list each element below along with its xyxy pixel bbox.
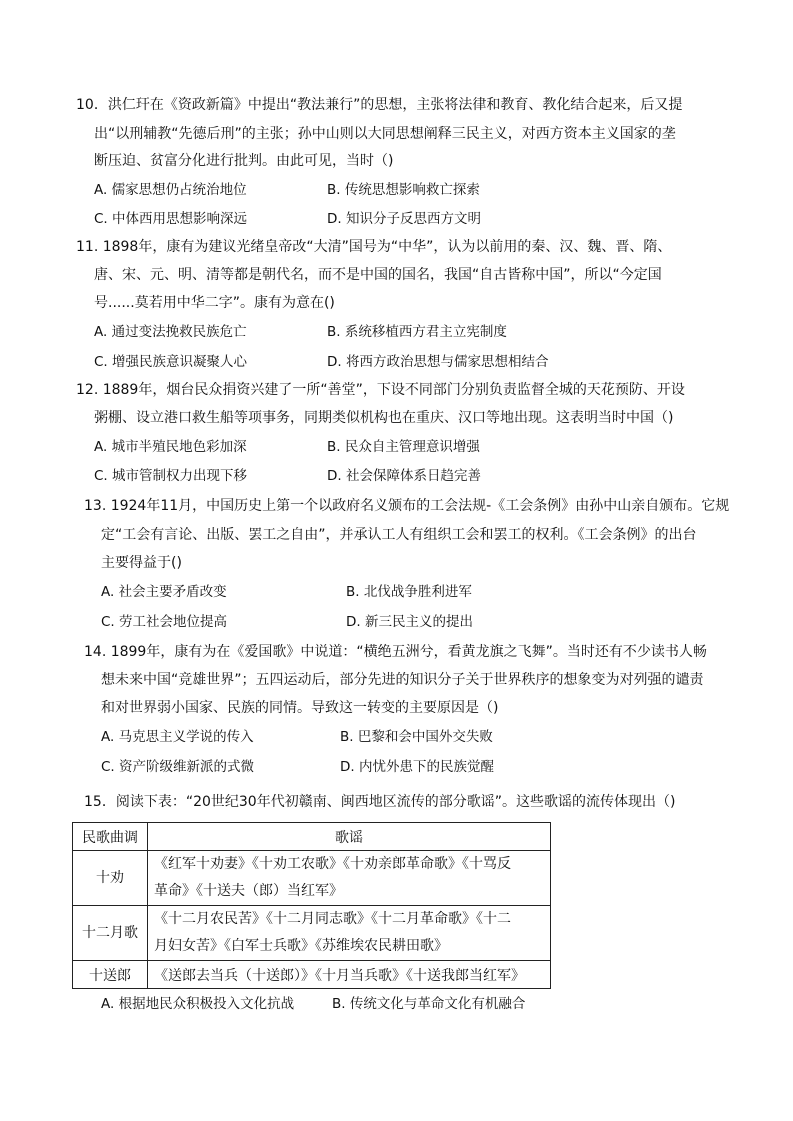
table-header-row bbox=[73, 823, 551, 851]
songs-line: 《送郎去当兵（十送郎）》《十月当兵歌》《十送我郎当红军》 bbox=[154, 967, 525, 984]
q13-option-d: D. 新三民主义的提出 bbox=[346, 614, 473, 630]
table-header-tune: 民歌曲调 bbox=[73, 823, 148, 851]
q10-line-3: 断压迫、贫富分化进行批判。由此可见，当时（) bbox=[94, 153, 394, 169]
table-header-songs: 歌谣 bbox=[148, 823, 551, 851]
q11-line-3: 号......莫若用中华二字”。康有为意在() bbox=[94, 295, 335, 311]
q12-option-a: A. 城市半殖民地色彩加深 bbox=[94, 439, 247, 455]
table-row bbox=[73, 961, 551, 989]
q11-line-2: 唐、宋、元、明、清等都是朝代名，而不是中国的国名，我国“自古皆称中国”，所以“今定国 bbox=[94, 267, 662, 283]
songs-line: 革命》《十送夫（郎）当红军》 bbox=[154, 883, 343, 899]
q10-line-2: 出“以刑辅教“先德后刑”的主张；孙中山则以大同思想阐释三民主义，对西方资本主义国家的垄 bbox=[94, 126, 676, 142]
q12-option-d: D. 社会保障体系日趋完善 bbox=[327, 468, 481, 484]
q14-line-1: 14. 1899年，康有为在《爱国歌》中说道：“横绝五洲兮，看黄龙旗之飞舞”。当时还有不少读书人畅 bbox=[84, 644, 707, 660]
q14-option-b: B. 巴黎和会中国外交失败 bbox=[340, 729, 493, 745]
q14-option-c: C. 资产阶级维新派的式微 bbox=[101, 759, 255, 775]
q10-option-a: A. 儒家思想仍占统治地位 bbox=[94, 182, 247, 198]
q14-option-d: D. 内忧外患下的民族觉醒 bbox=[340, 759, 494, 775]
q10-line-1: 10．洪仁玕在《资政新篇》中提出“教法兼行”的思想，主张将法律和教育、教化结合起来，后又提 bbox=[76, 97, 683, 113]
table-row bbox=[73, 851, 551, 906]
q15-line-1: 15．阅读下表：“20世纪30年代初赣南、闽西地区流传的部分歌谣”。这些歌谣的流传体现出（) bbox=[84, 794, 676, 810]
q12-line-2: 粥棚、设立港口救生船等项事务，同期类似机构也在重庆、汉口等地出现。这表明当时中国（) bbox=[94, 410, 674, 426]
table-cell-tune: 十劝 bbox=[73, 851, 148, 906]
table-cell-tune: 十二月歌 bbox=[73, 906, 148, 961]
q13-line-3: 主要得益于() bbox=[101, 555, 182, 571]
q11-option-a: A. 通过变法挽救民族危亡 bbox=[94, 324, 247, 340]
table-cell-songs bbox=[148, 851, 551, 906]
q14-line-2: 想未来中国“竞雄世界”；五四运动后，部分先进的知识分子关于世界秩序的想象变为对列强的谴责 bbox=[101, 672, 704, 688]
songs-line: 《十二月农民苦》《十二月同志歌》《十二月革命歌》《十二 bbox=[154, 911, 511, 927]
q13-option-a: A. 社会主要矛盾改变 bbox=[101, 584, 227, 600]
table-cell-tune: 十送郎 bbox=[73, 961, 148, 989]
table-cell-songs bbox=[148, 906, 551, 961]
q11-option-c: C. 增强民族意识凝聚人心 bbox=[94, 354, 248, 370]
q15-option-b: B. 传统文化与革命文化有机融合 bbox=[332, 996, 526, 1012]
q13-line-2: 定“工会有言论、出版、罢工之自由”，并承认工人有组织工会和罢工的权利。《工会条例》的出台 bbox=[101, 527, 697, 543]
q13-line-1: 13. 1924年11月，中国历史上第一个以政府名义颁布的工会法规-《工会条例》由孙中山亲自颁布。它规 bbox=[84, 498, 730, 514]
songs-line: 《红军十劝妻》《十劝工农歌》《十劝亲郎革命歌》《十骂反 bbox=[154, 856, 511, 872]
q12-option-b: B. 民众自主管理意识增强 bbox=[327, 439, 480, 455]
q11-option-b: B. 系统移植西方君主立宪制度 bbox=[327, 324, 507, 340]
q14-option-a: A. 马克思主义学说的传入 bbox=[101, 729, 254, 745]
q14-line-3: 和对世界弱小国家、民族的同情。导致这一转变的主要原因是（) bbox=[101, 700, 499, 716]
table-cell-songs bbox=[148, 961, 551, 989]
q10-option-c: C. 中体西用思想影响深远 bbox=[94, 211, 248, 227]
table-row bbox=[73, 906, 551, 961]
q10-option-d: D. 知识分子反思西方文明 bbox=[327, 211, 481, 227]
q13-option-b: B. 北伐战争胜利进军 bbox=[346, 584, 472, 600]
q11-option-d: D. 将西方政治思想与儒家思想相结合 bbox=[327, 354, 549, 370]
q13-option-c: C. 劳工社会地位提高 bbox=[101, 614, 228, 630]
folk-songs-table bbox=[72, 822, 551, 989]
q10-option-b: B. 传统思想影响救亡探索 bbox=[327, 182, 480, 198]
songs-line: 月妇女苦》《白军士兵歌》《苏维埃农民耕田歌》 bbox=[154, 938, 448, 954]
q12-option-c: C. 城市管制权力出现下移 bbox=[94, 468, 248, 484]
q15-option-a: A. 根据地民众积极投入文化抗战 bbox=[101, 996, 295, 1012]
q11-line-1: 11. 1898年，康有为建议光绪皇帝改“大清”国号为“中华”，认为以前用的秦、汉、魏、晋、隋、 bbox=[76, 239, 672, 255]
q12-line-1: 12. 1889年，烟台民众捐资兴建了一所“善堂”，下设不同部门分别负责监督全城的天花预防、开设 bbox=[76, 382, 685, 398]
